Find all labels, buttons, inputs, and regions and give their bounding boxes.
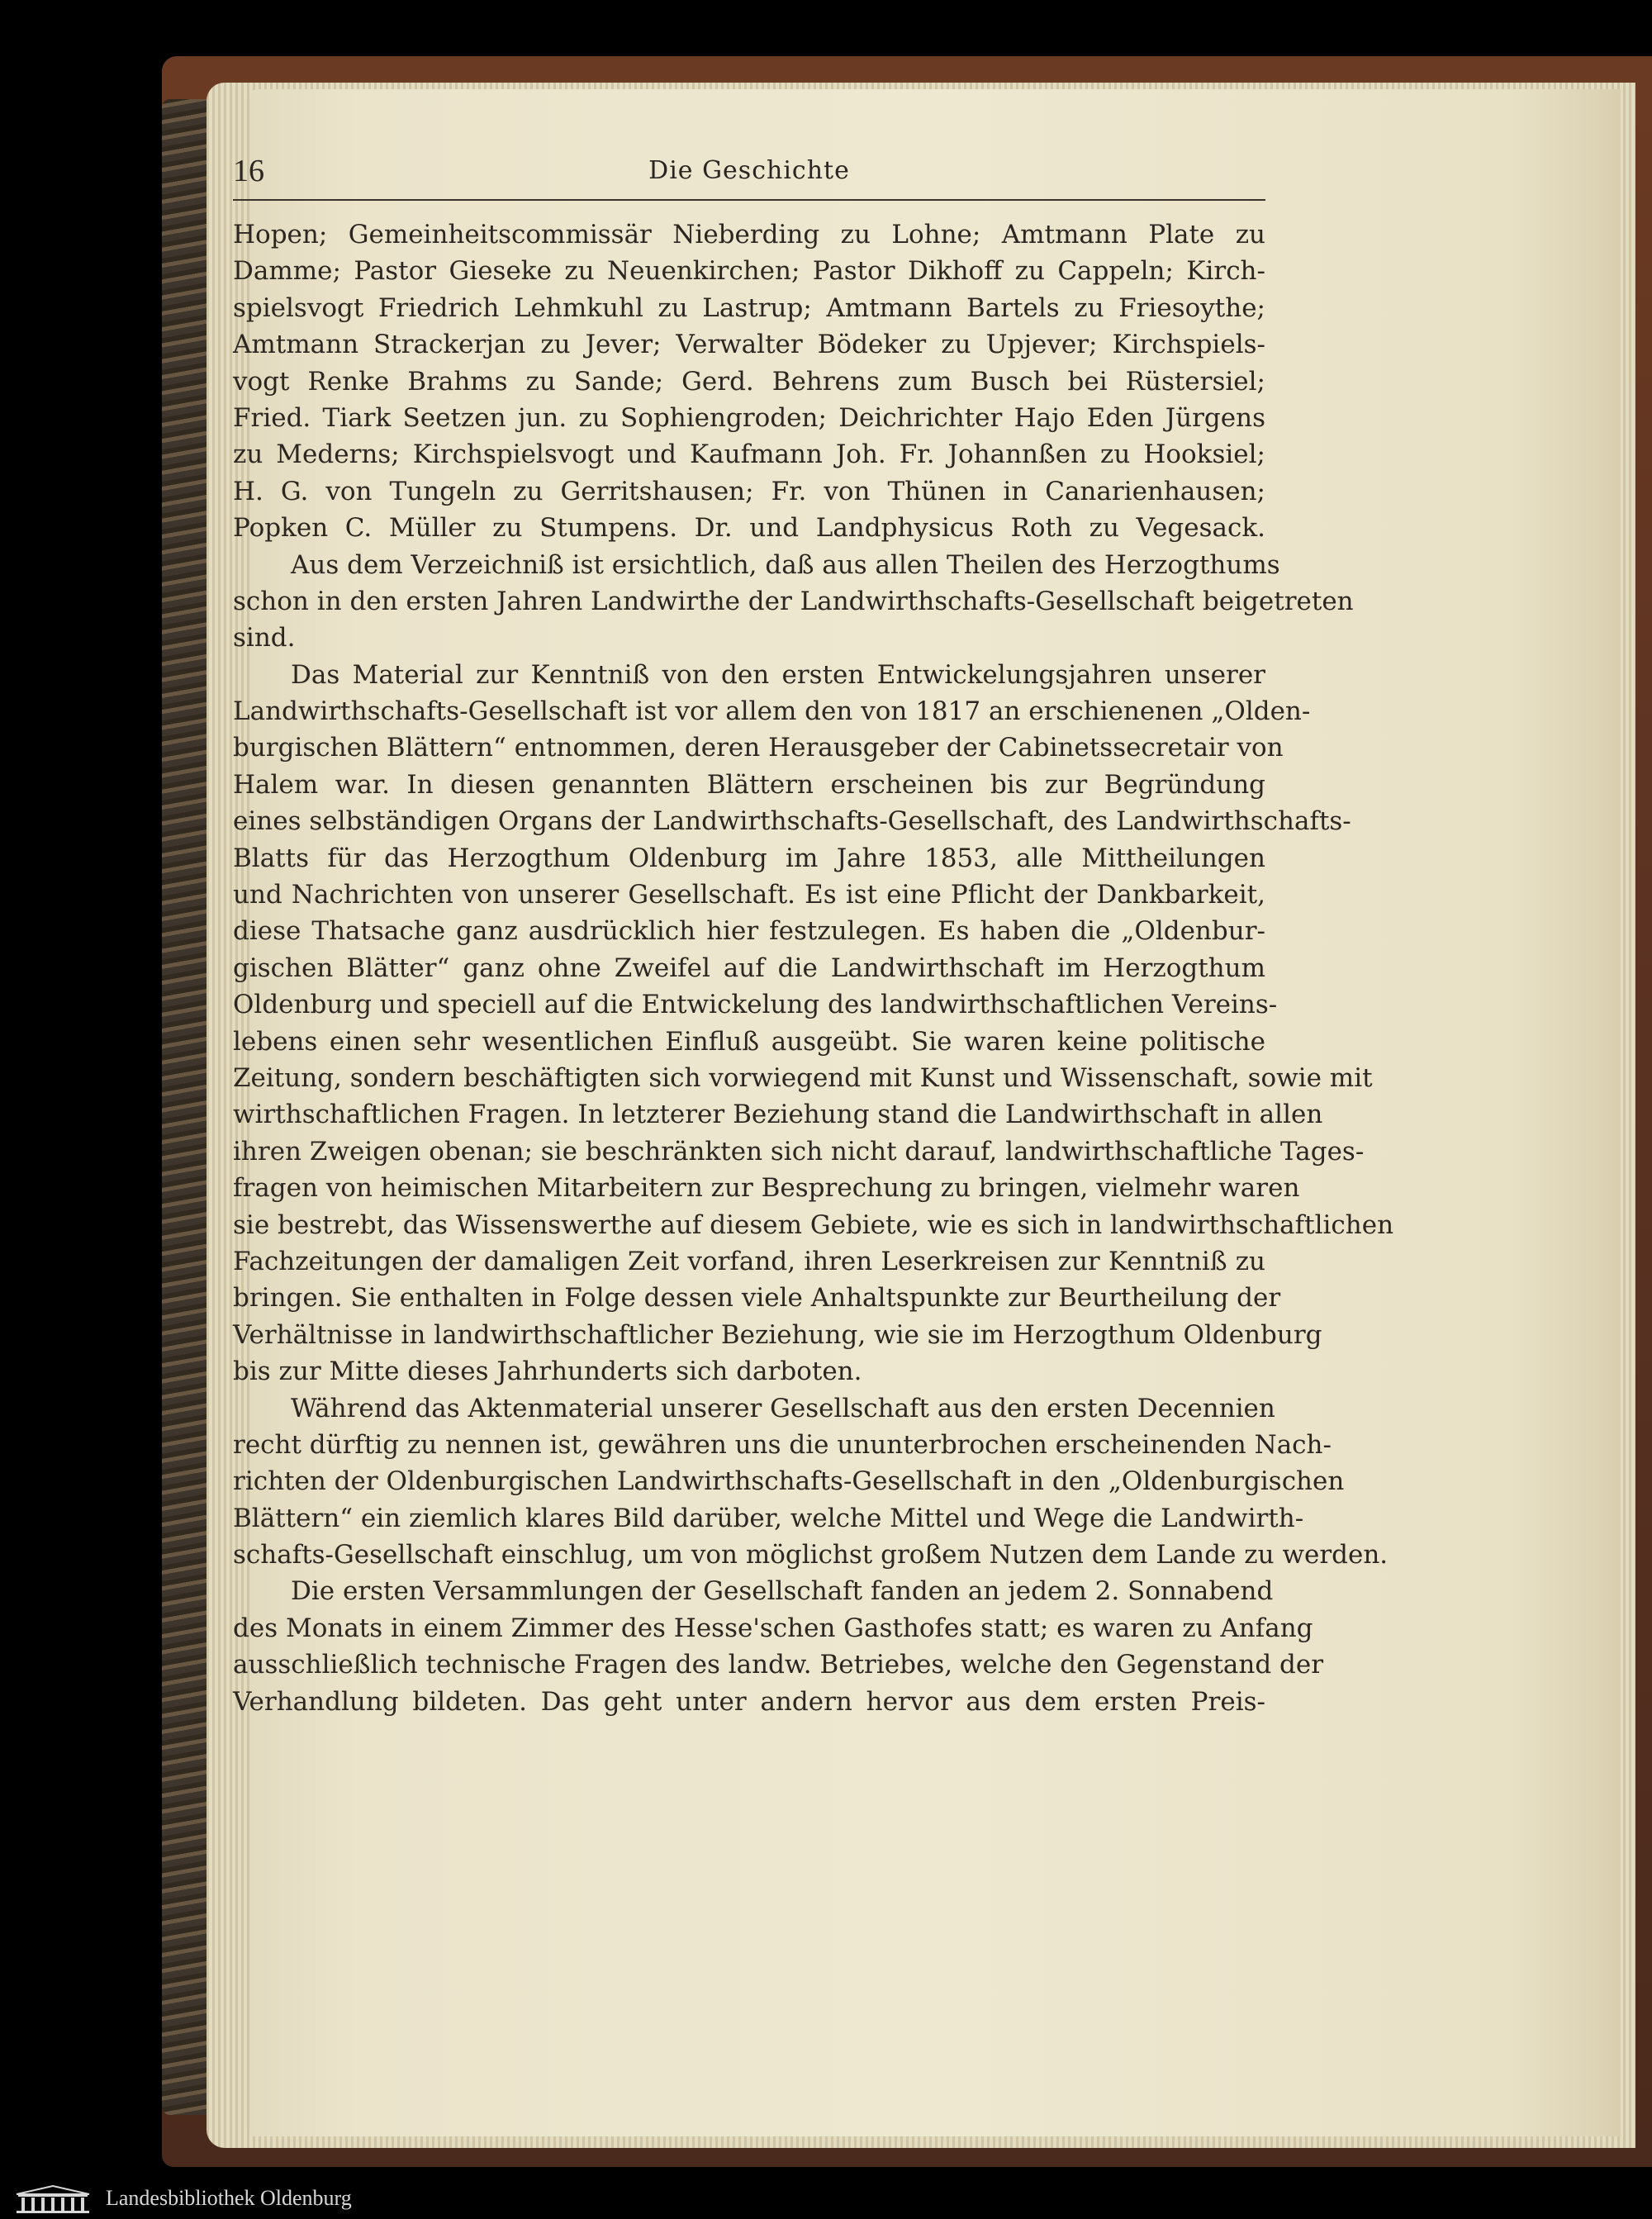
text-line: vogt Renke Brahms zu Sande; Gerd. Behrens zum Busch bei Rüstersiel; [233,366,1265,397]
text-line: und Nachrichten von unserer Gesellschaft. Es ist eine Pflicht der Dankbarkeit, [233,880,1265,910]
text-line: schon in den ersten Jahren Landwirthe der Landwirthschafts-Gesellschaft beigetreten [233,586,1354,616]
library-building-icon [12,2184,94,2214]
text-line: Das Material zur Kenntniß von den ersten Entwickelungsjahren unserer [291,659,1265,690]
text-line: gischen Blätter“ ganz ohne Zweifel auf die Landwirthschaft im Herzogthum [233,953,1265,983]
text-line: diese Thatsache ganz ausdrücklich hier festzulegen. Es haben die „Oldenbur- [233,916,1265,947]
text-line: Amtmann Strackerjan zu Jever; Verwalter Bödeker zu Upjever; Kirchspiels- [233,330,1265,360]
text-line: Während das Aktenmaterial unserer Gesellschaft aus den ersten Decennien [291,1393,1275,1423]
text-line: recht dürftig zu nennen ist, gewähren uns die ununterbrochen erscheinenden Nach- [233,1429,1332,1460]
text-line: Die ersten Versammlungen der Gesellschaft fanden an jedem 2. Sonnabend [291,1576,1274,1607]
body-text [233,216,1394,1720]
text-line: zu Mederns; Kirchspielsvogt und Kaufmann Joh. Fr. Johannßen zu Hooksiel; [233,440,1265,470]
text-line: spielsvogt Friedrich Lehmkuhl zu Lastrup; Amtmann Bartels zu Friesoythe; [233,292,1265,323]
text-line: Hopen; Gemeinheitscommissär Nieberding zu Lohne; Amtmann Plate zu [233,220,1265,249]
text-line: Fried. Tiark Seetzen jun. zu Sophiengroden; Deichrichter Hajo Eden Jürgens [233,402,1265,433]
marbled-cover-edge [162,99,213,2115]
text-line: burgischen Blättern“ entnommen, deren Herausgeber der Cabinetssecretair von [233,733,1284,763]
text-line: bringen. Sie enthalten in Folge dessen viele Anhaltspunkte zur Beurtheilung der [233,1283,1281,1314]
text-line: eines selbständigen Organs der Landwirthschafts-Gesellschaft, des Landwirthschafts- [233,806,1351,837]
text-line: Blättern“ ein ziemlich klares Bild darüber, welche Mittel und Wege die Landwirth- [233,1503,1304,1533]
text-line: ausschließlich technische Fragen des landw. Betriebes, welche den Gegenstand der [233,1650,1324,1680]
text-line: sind. [233,623,296,653]
text-line: fragen von heimischen Mitarbeitern zur Besprechung zu bringen, vielmehr waren [233,1173,1300,1204]
text-line: richten der Oldenburgischen Landwirthschafts-Gesellschaft in den „Oldenburgischen [233,1466,1345,1497]
text-line: schafts-Gesellschaft einschlug, um von möglichst großem Nutzen dem Lande zu werden. [233,1540,1389,1570]
text-line: Popken C. Müller zu Stumpens. Dr. und Landphysicus Roth zu Vegesack. [233,513,1265,544]
text-line: sie bestrebt, das Wissenswerthe auf diesem Gebiete, wie es sich in landwirthschaftlichen [233,1209,1394,1240]
text-line: lebens einen sehr wesentlichen Einfluß ausgeübt. Sie waren keine politische [233,1026,1265,1057]
text-line: ihren Zweigen obenan; sie beschränkten sich nicht darauf, landwirthschaftliche Tages- [233,1136,1365,1167]
text-line: H. G. von Tungeln zu Gerritshausen; Fr. von Thünen in Canarienhausen; [233,476,1265,506]
text-line: Halem war. In diesen genannten Blättern erscheinen bis zur Begründung [233,769,1265,800]
text-line: des Monats in einem Zimmer des Hesse'schen Gasthofes statt; es waren zu Anfang [233,1613,1313,1643]
text-line: Zeitung, sondern beschäftigten sich vorwiegend mit Kunst und Wissenschaft, sowie mit [233,1062,1373,1093]
text-line: wirthschaftlichen Fragen. In letzterer Beziehung stand die Landwirthschaft in allen [233,1100,1323,1130]
text-line: Landwirthschafts-Gesellschaft ist vor allem den von 1817 an erschienenen „Olden- [233,696,1311,727]
text-line: Verhandlung bildeten. Das geht unter andern hervor aus dem ersten Preis- [233,1686,1265,1717]
text-line: Verhältnisse in landwirthschaftlicher Beziehung, wie sie im Herzogthum Oldenburg [233,1319,1322,1350]
library-name: Landesbibliothek Oldenburg [106,2186,352,2210]
page-number: 16 [233,154,264,188]
footer-bar [0,2178,1652,2219]
text-line: Oldenburg und speciell auf die Entwickelung des landwirthschaftlichen Vereins- [233,990,1278,1020]
text-line: bis zur Mitte dieses Jahrhunderts sich darboten. [233,1357,862,1387]
running-head: Die Geschichte [648,156,850,185]
text-line: Aus dem Verzeichniß ist ersichtlich, daß aus allen Theilen des Herzogthums [291,549,1280,580]
text-line: Fachzeitungen der damaligen Zeit vorfand, ihren Leserkreisen zur Kenntniß zu [233,1246,1265,1276]
page-header [233,153,1265,201]
text-line: Damme; Pastor Gieseke zu Neuenkirchen; Pastor Dikhoff zu Cappeln; Kirch- [233,256,1265,287]
text-line: Blatts für das Herzogthum Oldenburg im Jahre 1853, alle Mittheilungen [233,843,1265,873]
